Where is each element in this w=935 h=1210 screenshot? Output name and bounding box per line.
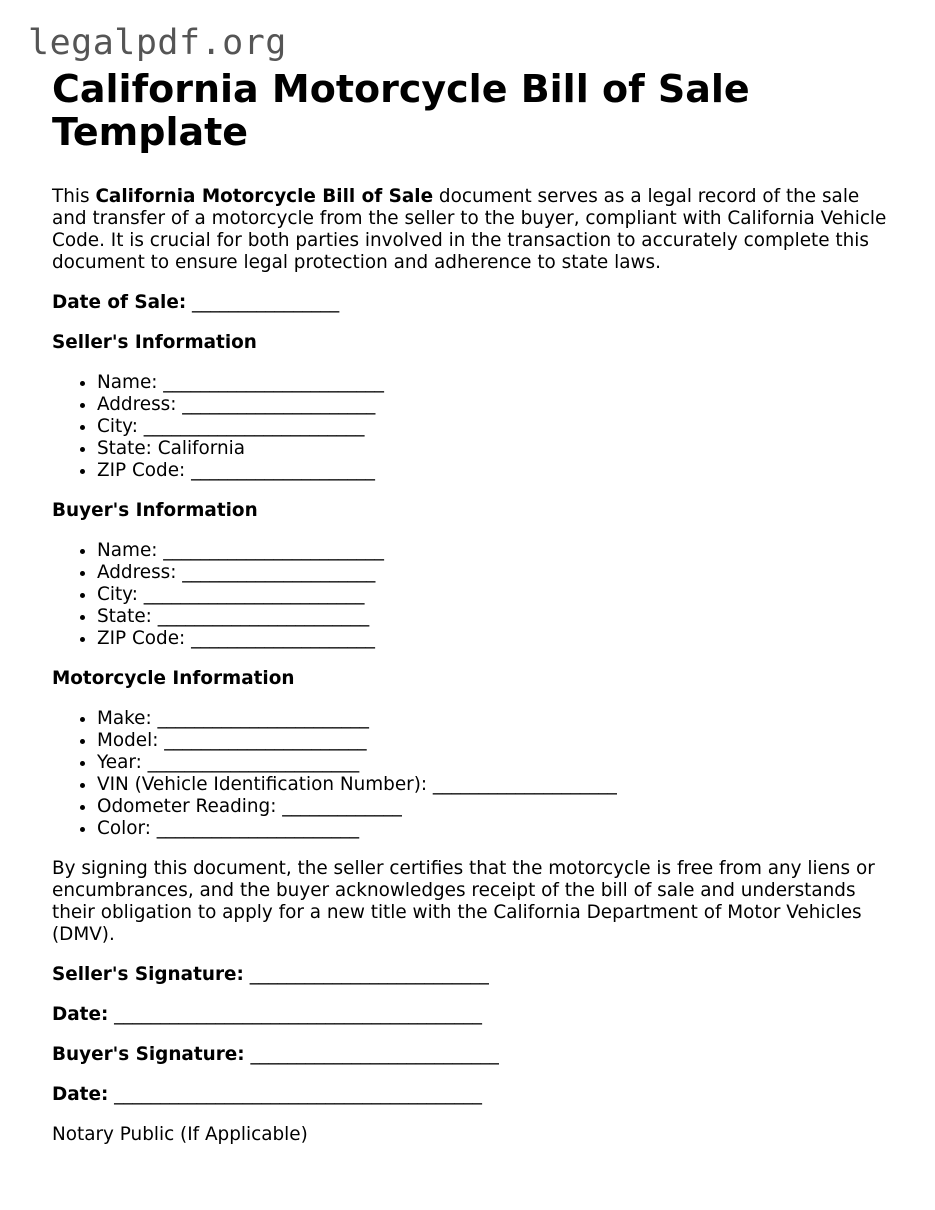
seller-heading: Seller's Information <box>52 332 257 353</box>
buyer-zip-item[interactable]: • ZIP Code: ____________________ <box>97 628 892 650</box>
seller-name-item[interactable]: • Name: ________________________ <box>97 372 892 394</box>
page-title: California Motorcycle Bill of Sale Template <box>52 67 750 154</box>
buyer-city-item[interactable]: • City: ________________________ <box>97 584 892 606</box>
motorcycle-list <box>52 708 892 840</box>
seller-list <box>52 372 892 482</box>
notary-note: Notary Public (If Applicable) <box>52 1124 308 1145</box>
motorcycle-make-item[interactable]: • Make: _______________________ <box>97 708 892 730</box>
motorcycle-vin-item[interactable]: • VIN (Vehicle Identification Number): ____________________ <box>97 774 892 796</box>
watermark: legalpdf.org <box>28 23 287 63</box>
seller-signature-label: Seller's Signature: <box>52 964 244 985</box>
certification-paragraph: By signing this document, the seller certifies that the motorcycle is free from any liens or encumbrances, and the buyer acknowledges receipt of the bill of sale and understands their obligation to apply for a new title with the California Department of Motor Vehicles (DMV). <box>52 858 875 945</box>
motorcycle-color-item[interactable]: • Color: ______________________ <box>97 818 892 840</box>
motorcycle-heading: Motorcycle Information <box>52 668 295 689</box>
seller-date-field <box>52 1004 892 1026</box>
intro-rest: document serves as a legal record of the sale and transfer of a motorcycle from the seller to the buyer, compliant with California Vehicle Code. It is crucial for both parties involved in the transaction to accurately complete this document to ensure legal protection and adherence to state laws. <box>52 186 887 273</box>
seller-address-item[interactable]: • Address: _____________________ <box>97 394 892 416</box>
buyer-list <box>52 540 892 650</box>
date-of-sale-label: Date of Sale: <box>52 292 187 313</box>
seller-date-label: Date: <box>52 1004 109 1025</box>
buyer-heading: Buyer's Information <box>52 500 258 521</box>
date-of-sale-blank[interactable]: ________________ <box>192 292 340 313</box>
motorcycle-model-item[interactable]: • Model: ______________________ <box>97 730 892 752</box>
date-of-sale-field <box>52 292 892 314</box>
intro-lead: This <box>52 186 96 207</box>
seller-zip-item[interactable]: • ZIP Code: ____________________ <box>97 460 892 482</box>
seller-signature-field <box>52 964 892 986</box>
buyer-signature-blank[interactable]: ___________________________ <box>250 1044 499 1065</box>
buyer-date-blank[interactable]: ________________________________________ <box>114 1084 482 1105</box>
buyer-signature-field <box>52 1044 892 1066</box>
buyer-state-item[interactable]: • State: _______________________ <box>97 606 892 628</box>
motorcycle-year-item[interactable]: • Year: _______________________ <box>97 752 892 774</box>
intro-paragraph <box>52 186 892 274</box>
buyer-date-label: Date: <box>52 1084 109 1105</box>
buyer-address-item[interactable]: • Address: _____________________ <box>97 562 892 584</box>
motorcycle-odometer-item[interactable]: • Odometer Reading: _____________ <box>97 796 892 818</box>
seller-signature-blank[interactable]: __________________________ <box>249 964 489 985</box>
seller-date-blank[interactable]: ________________________________________ <box>114 1004 482 1025</box>
buyer-name-item[interactable]: • Name: ________________________ <box>97 540 892 562</box>
buyer-signature-label: Buyer's Signature: <box>52 1044 245 1065</box>
document-body <box>52 68 892 1146</box>
seller-state-item: • State: California <box>97 438 892 460</box>
buyer-date-field <box>52 1084 892 1106</box>
intro-bold: California Motorcycle Bill of Sale <box>95 186 434 207</box>
seller-city-item[interactable]: • City: ________________________ <box>97 416 892 438</box>
